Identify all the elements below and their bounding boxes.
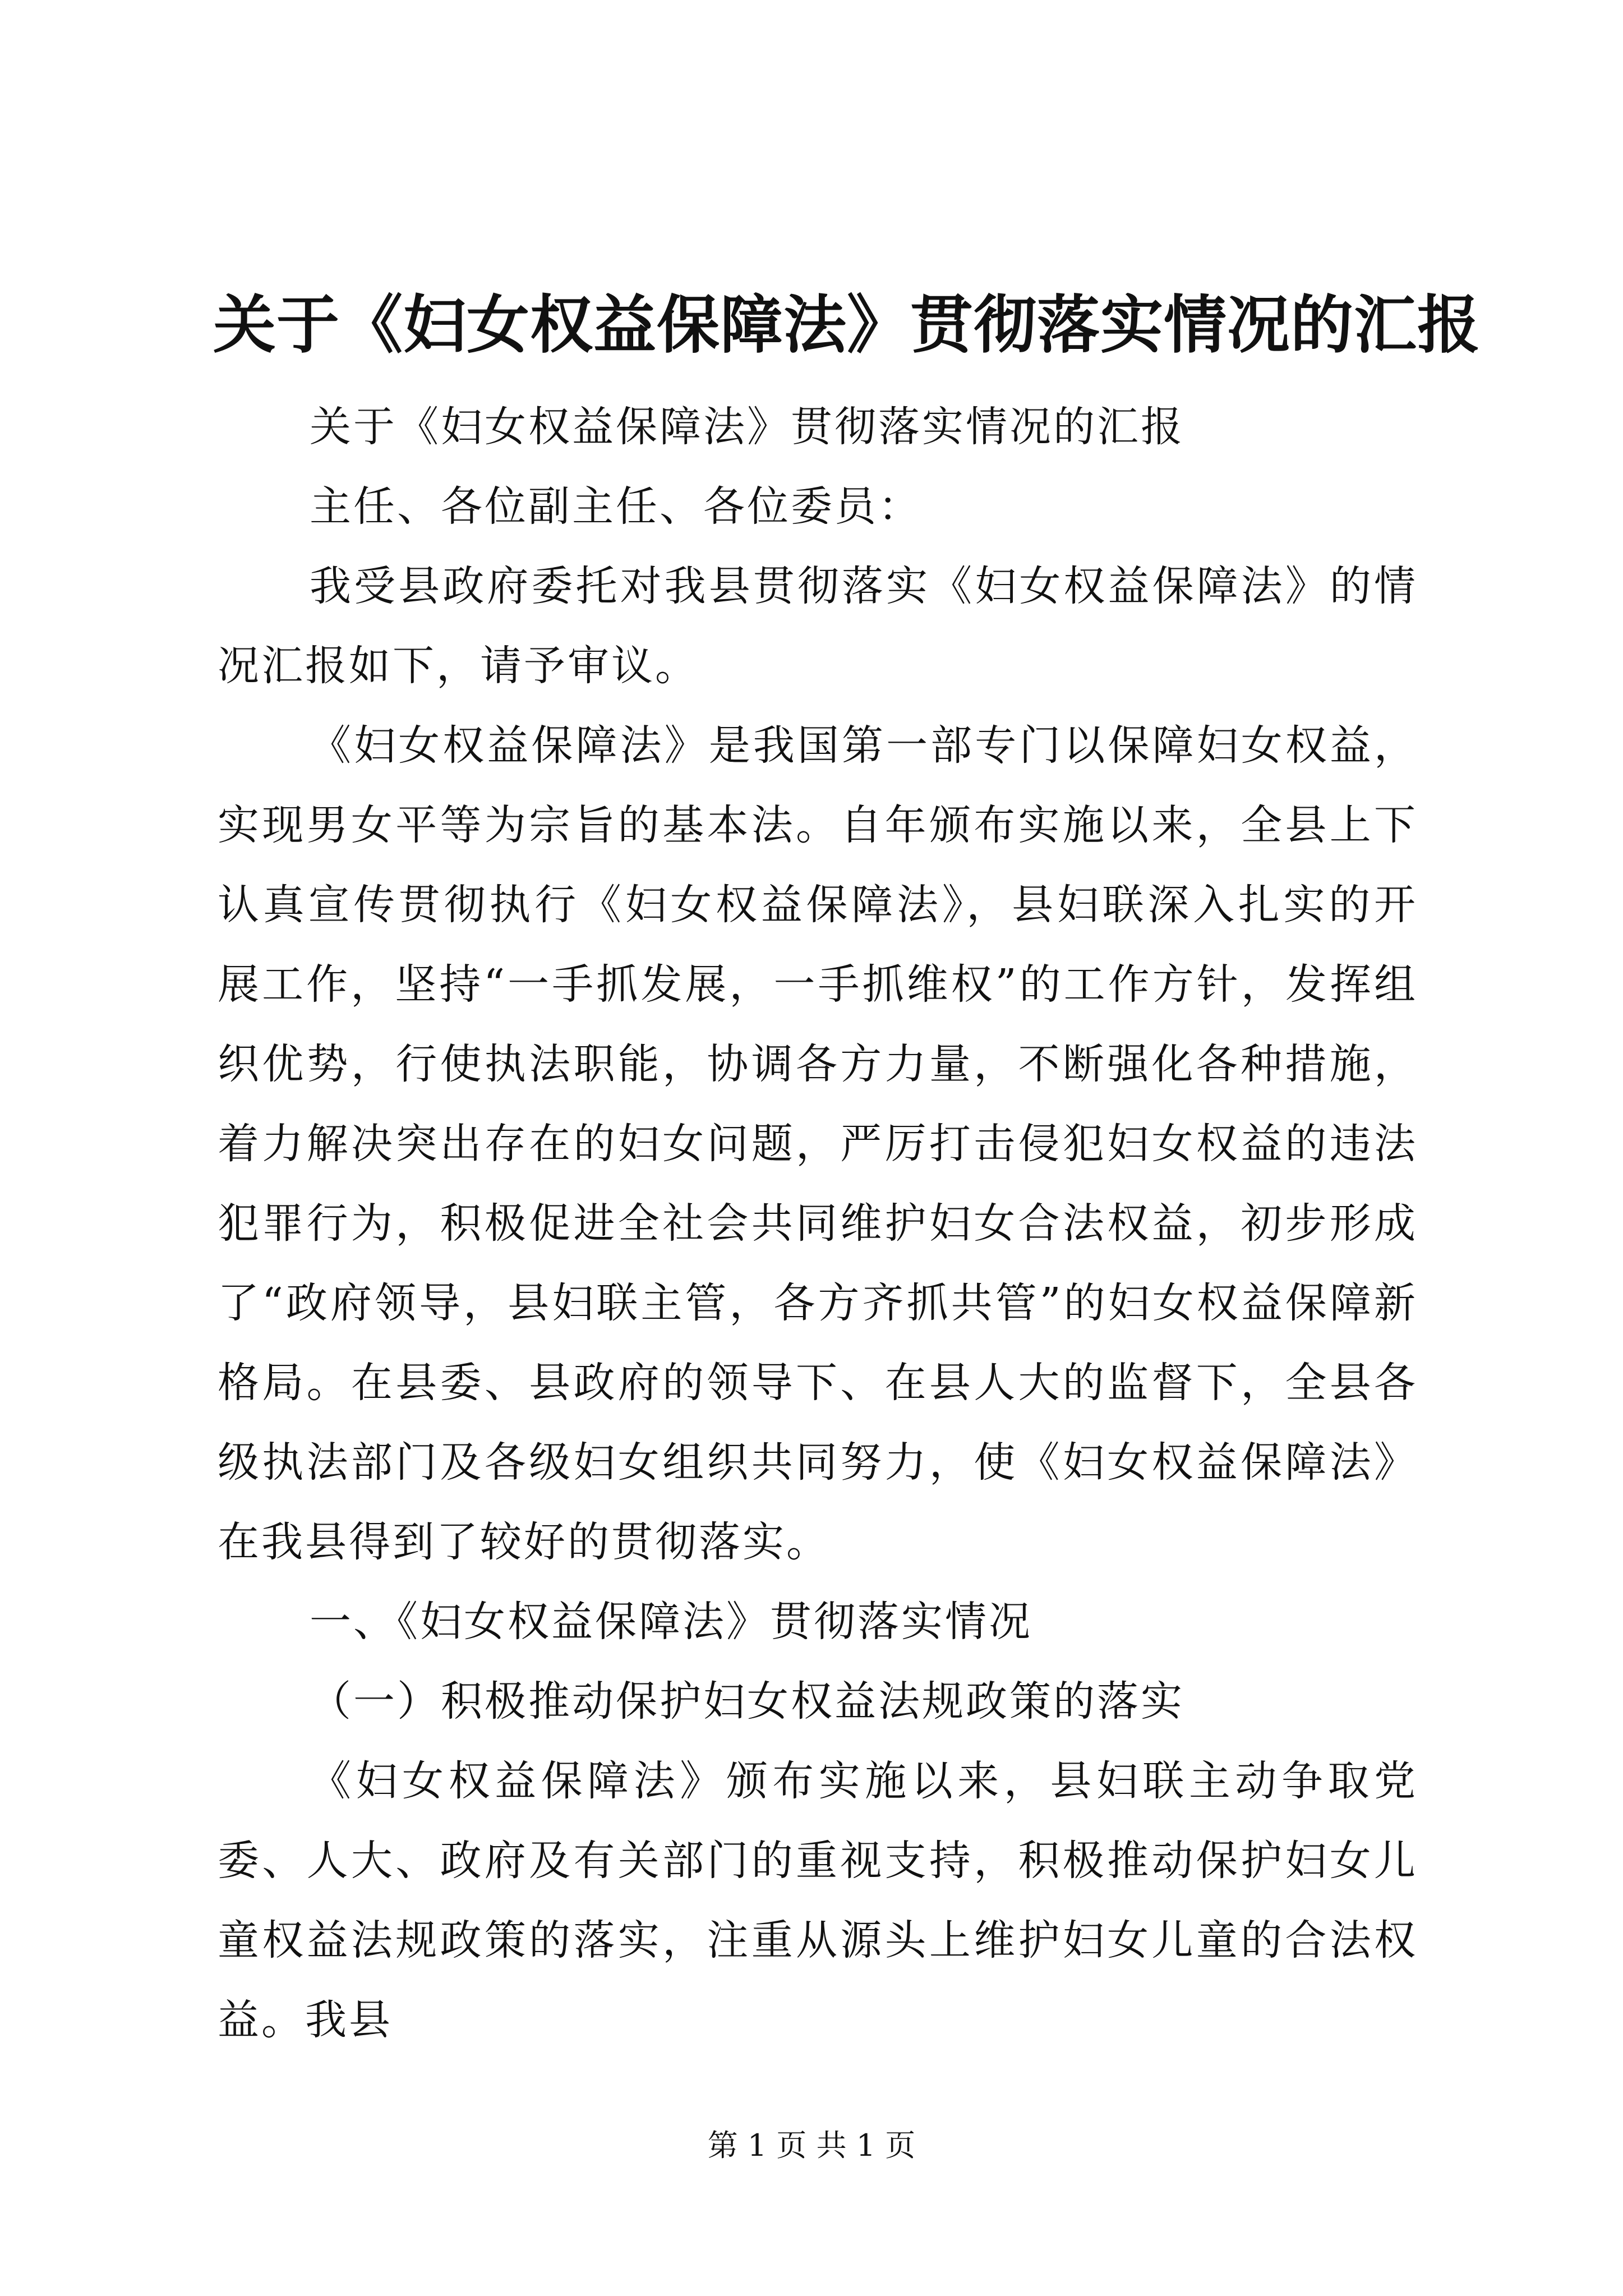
subtitle-paragraph: 关于《妇女权益保障法》贯彻落实情况的汇报 — [310, 403, 1184, 451]
page-footer: 第 1 页 共 1 页 — [707, 2128, 916, 2163]
body-paragraph: 《妇女权益保障法》是我国第一部专门以保障妇女权益，实现男女平等为宗旨的基本法。自年颁布实施以来，全县上下认真宣传贯彻执行《妇女权益保障法》，县妇联深入扎实的开展工作，坚持“一手抓发展，一手抓维权”的工作方针，发挥组织优势，行使执法职能，协调各方力量，不断强化各种措施，着力解决突出存在的妇女问题，严厉打击侵犯妇女权益的违法犯罪行为，积极促进全社会共同维护妇女合法权益，初步形成了“政府领导，县妇联主管，各方齐抓共管”的妇女权益保障新格局。在县委、县政府的领导下、在县人大的监督下，全县各级执法部门及各级妇女组织共同努力，使《妇女权益保障法》在我县得到了较好的贯彻落实。 — [218, 721, 1418, 1566]
document-title: 关于《妇女权益保障法》贯彻落实情况的汇报 — [213, 288, 1481, 362]
section-heading: 一、《妇女权益保障法》贯彻落实情况 — [310, 1598, 1032, 1646]
intro-paragraph: 我受县政府委托对我县贯彻落实《妇女权益保障法》的情况汇报如下，请予审议。 — [218, 562, 1418, 690]
document-body — [218, 387, 1418, 2060]
salutation-paragraph: 主任、各位副主任、各位委员： — [310, 482, 922, 531]
subsection-heading: （一）积极推动保护妇女权益法规政策的落实 — [310, 1677, 1184, 1726]
body-paragraph: 《妇女权益保障法》颁布实施以来，县妇联主动争取党委、人大、政府及有关部门的重视支持，积极推动保护妇女儿童权益法规政策的落实，注重从源头上维护妇女儿童的合法权益。我县 — [218, 1757, 1418, 2044]
